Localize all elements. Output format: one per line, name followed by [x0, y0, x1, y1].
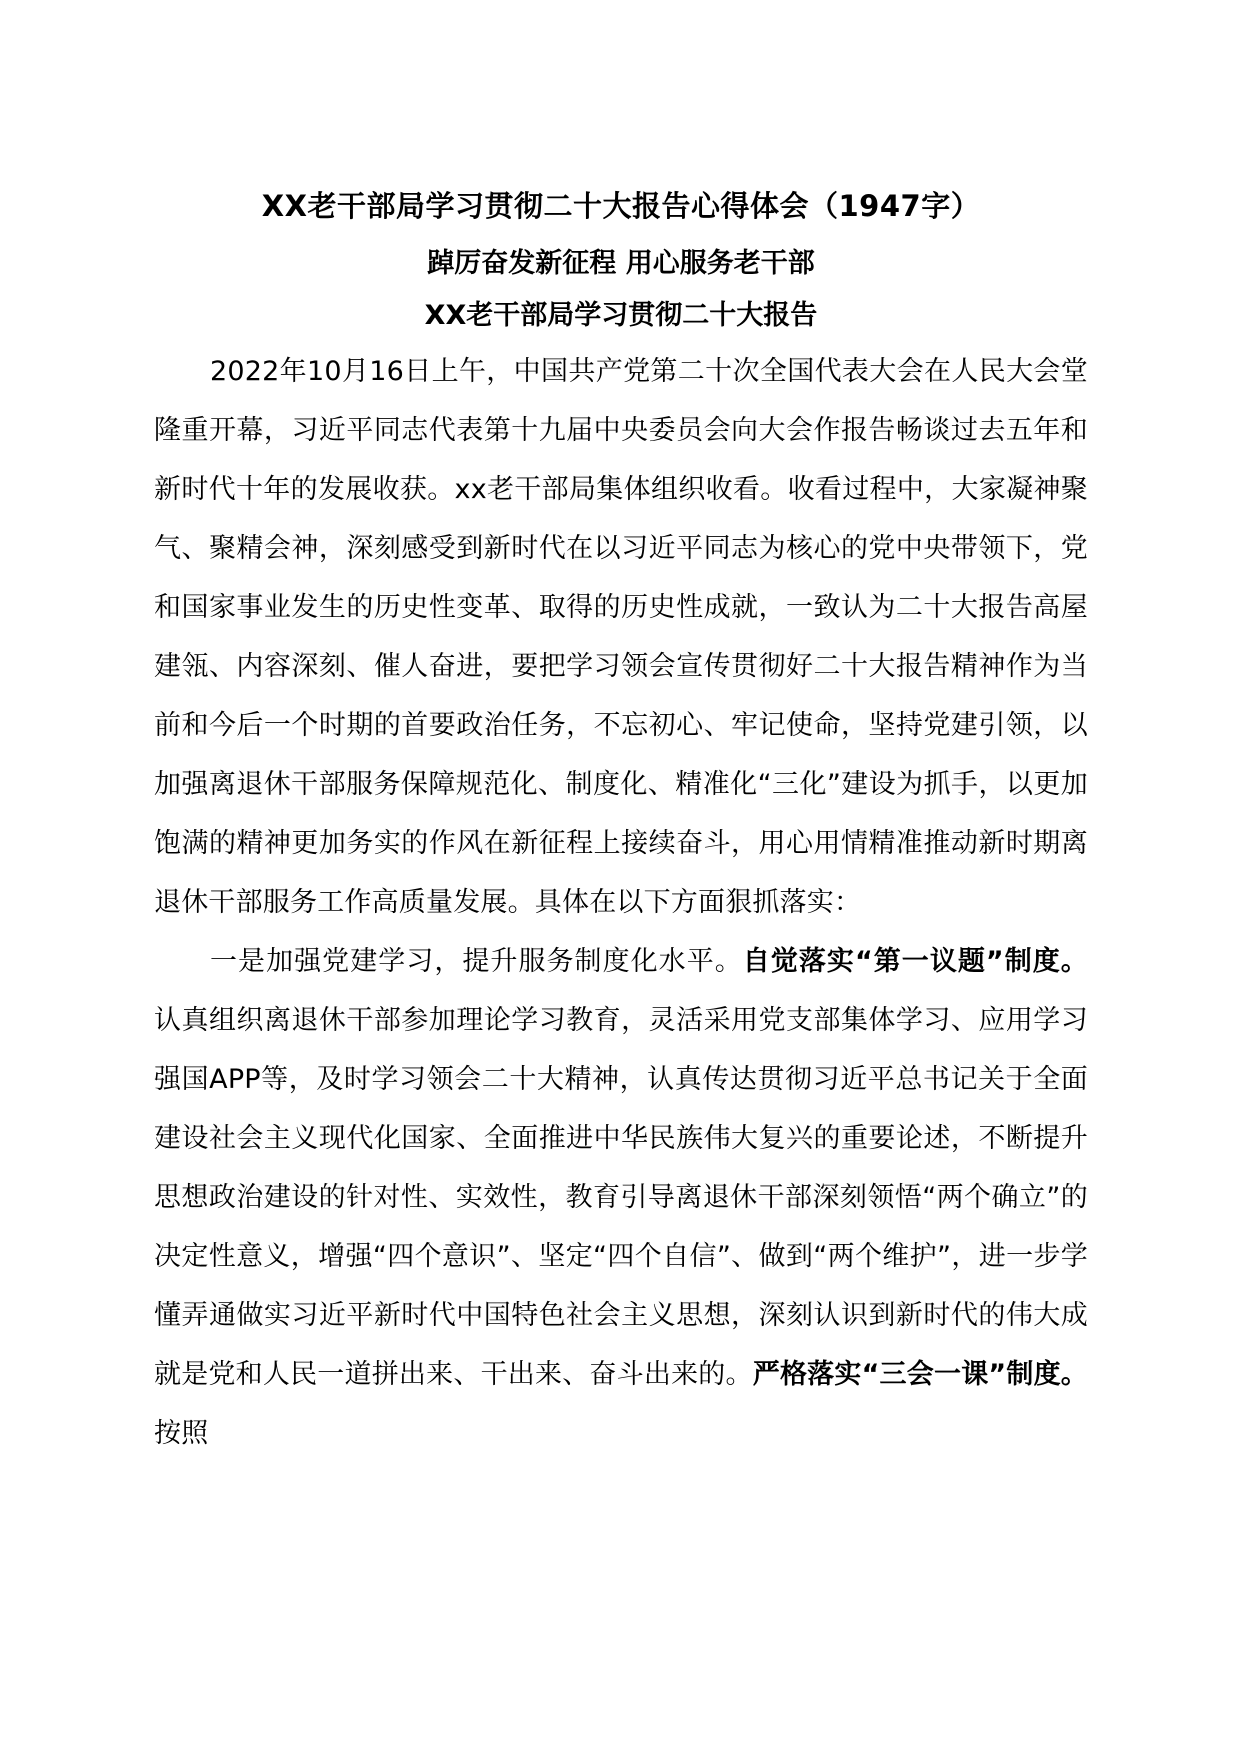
document-subtitle-secondary: XX老干部局学习贯彻二十大报告 — [424, 300, 818, 331]
paragraph-trailing-text: 按照 — [154, 1418, 209, 1449]
paragraph-intro: 2022年10月16日上午，中国共产党第二十次全国代表大会在人民大会堂隆重开幕，习近平同志代表第十九届中央委员会向大会作报告畅谈过去五年和新时代十年的发展收获。xx老干部局集体组织收看。收看过程中，大家凝神聚气、聚精会神，深刻感受到新时代在以习近平同志为核心的党中央带领下，党和国家事业发生的历史性变革、取得的历史性成就，一致认为二十大报告高屋建瓴、内容深刻、催人奋进，要把学习领会宣传贯彻好二十大报告精神作为当前和今后一个时期的首要政治任务，不忘初心、牢记使命，坚持党建引领，以加强离退休干部服务保障规范化、制度化、精准化“三化”建设为抓手，以更加饱满的精神更加务实的作风在新征程上接续奋斗，用心用情精准推动新时期离退休干部服务工作高质量发展。具体在以下方面狠抓落实： — [154, 356, 1088, 918]
document-title: XX老干部局学习贯彻二十大报告心得体会（1947字） — [261, 189, 981, 223]
bold-heading-first-topic: 自觉落实“第一议题”制度。 — [742, 946, 1088, 977]
paragraph-body-text: 认真组织离退休干部参加理论学习教育，灵活采用党支部集体学习、应用学习强国APP等，及时学习领会二十大精神，认真传达贯彻习近平总书记关于全面建设社会主义现代化国家、全面推进中华民族伟大复兴的重要论述，不断提升思想政治建设的针对性、实效性，教育引导离退休干部深刻领悟“两个确立”的决定性意义，增强“四个意识”、坚定“四个自信”、做到“两个维护”，进一步学懂弄通做实习近平新时代中国特色社会主义思想，深刻认识到新时代的伟大成就是党和人民一道拼出来、干出来、奋斗出来的。 — [154, 1005, 1088, 1390]
bold-heading-three-meetings: 严格落实“三会一课”制度。 — [752, 1359, 1089, 1390]
paragraph-party-building — [154, 932, 1088, 1463]
document-body — [154, 186, 1088, 1463]
document-subtitle: 踔厉奋发新征程 用心服务老干部 — [427, 248, 815, 279]
paragraph-lead: 一是加强党建学习，提升服务制度化水平。 — [210, 946, 743, 977]
